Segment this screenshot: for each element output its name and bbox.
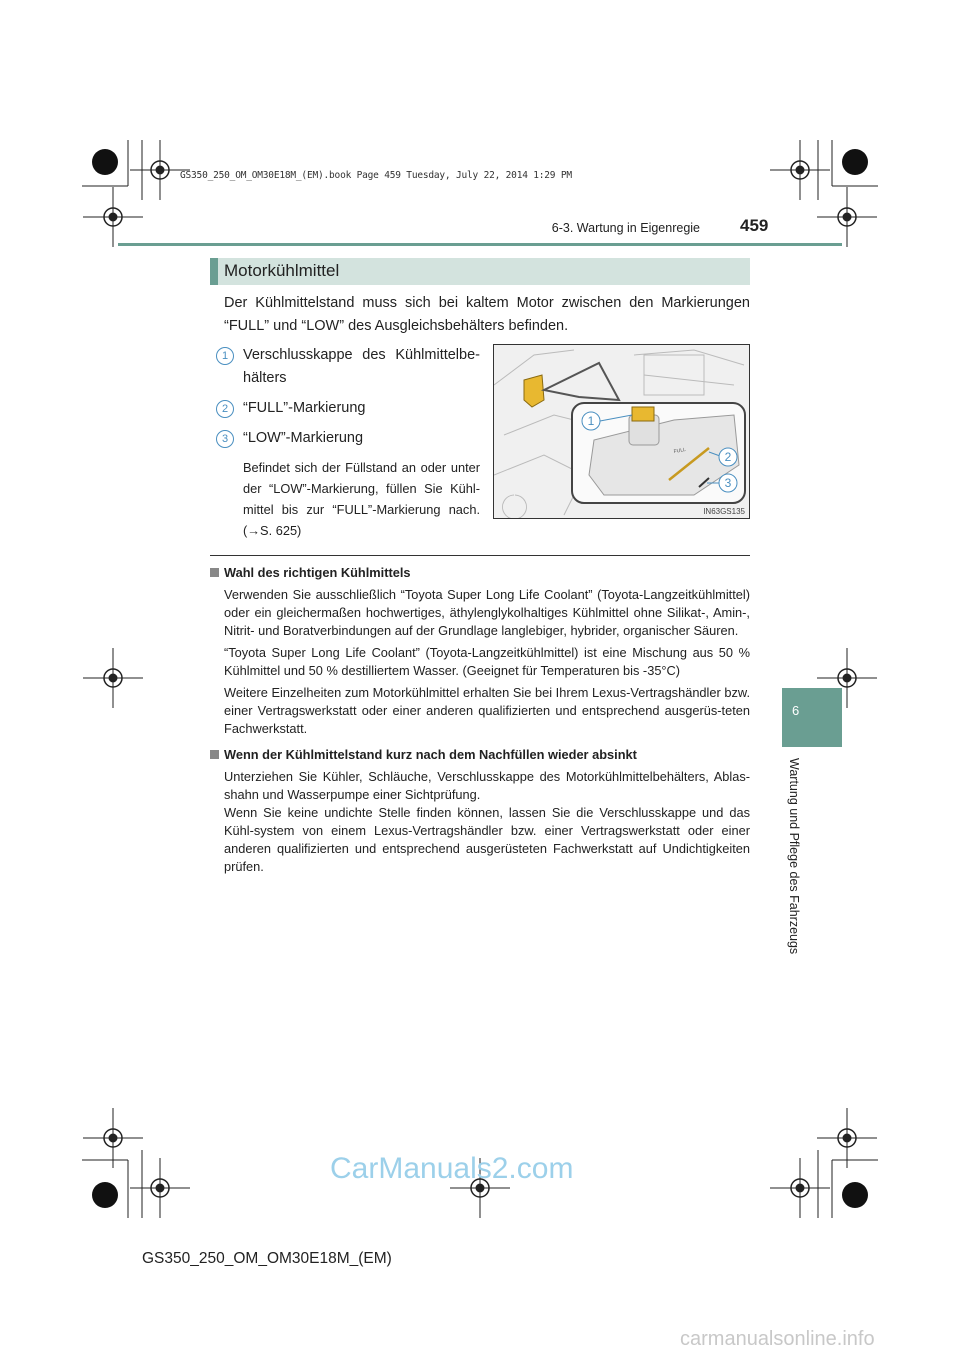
heading-text: Wahl des richtigen Kühlmittels bbox=[224, 565, 411, 580]
square-bullet-icon bbox=[210, 568, 219, 577]
figure-code: IN63GS135 bbox=[703, 507, 745, 516]
paragraph: Wenn Sie keine undichte Stelle finden können, lassen Sie die Verschlusskappe und das Kühl-system von einem Lexus-Vertragshändler bzw. einer Vertragswerkstatt oder einer anderen qualifizierten und entsprechend ausgerüsteten Fachwerkstatt auf Undichtigkeiten prüfen. bbox=[224, 805, 750, 874]
chapter-number: 6 bbox=[792, 703, 800, 718]
paragraph: Verwenden Sie ausschließlich “Toyota Super Long Life Coolant” (Toyota-Langzeitkühlmittel) oder ein gleichermaßen hochwertiges, äthylenglykolhaltiges Kühlmittel ohne Silikat-, Amin-, Nitrit- und Boratverbindungen auf der Grundlage langlebiger, hybrider, organischer Säuren. bbox=[224, 587, 750, 638]
print-header: GS350_250_OM_OM30E18M_(EM).book Page 459 Tuesday, July 22, 2014 1:29 PM bbox=[180, 170, 572, 181]
intro-text: Der Kühlmittelstand muss sich bei kaltem Motor zwischen den Markierungen “FULL” und “LOW” des Ausgleichsbehälters befinden. bbox=[224, 295, 750, 334]
paragraph: “Toyota Super Long Life Coolant” (Toyota-Langzeitkühlmittel) ist eine Mischung aus 50 % Kühlmittel und 50 % destilliertem Wasser. (Geeignet für Temperaturen bis -35°C) bbox=[224, 645, 750, 678]
footer-code: GS350_250_OM_OM30E18M_(EM) bbox=[142, 1250, 392, 1267]
callout-number: 2 bbox=[216, 400, 234, 418]
chapter-title: Wartung und Pflege des Fahrzeugs bbox=[787, 758, 801, 955]
watermark: CarManuals2.com bbox=[330, 1152, 574, 1185]
subsection-heading bbox=[210, 746, 750, 764]
item-label: “FULL”-Markierung bbox=[243, 400, 366, 416]
callout-3: 3 bbox=[724, 476, 732, 490]
item-list bbox=[210, 344, 480, 541]
list-item bbox=[210, 427, 480, 450]
callout-number: 3 bbox=[216, 430, 234, 448]
callout-number: 1 bbox=[216, 347, 234, 365]
divider bbox=[210, 555, 750, 556]
heading-text: Wenn der Kühlmittelstand kurz nach dem Nachfüllen wieder absinkt bbox=[224, 747, 637, 762]
full-mark-label: FULL bbox=[673, 446, 687, 455]
header-rule bbox=[118, 243, 842, 246]
section-title-bar bbox=[210, 258, 750, 285]
square-bullet-icon bbox=[210, 750, 219, 759]
coolant-reservoir-illustration bbox=[493, 344, 750, 519]
items-and-figure bbox=[210, 344, 750, 541]
section-title: Motorkühlmittel bbox=[224, 261, 340, 280]
chapter-tab[interactable] bbox=[782, 688, 842, 747]
paragraph: Weitere Einzelheiten zum Motorkühlmittel erhalten Sie bei Ihrem Lexus-Vertragshändler bzw. einer Vertragswerkstatt oder einer anderen qualifizierten und entsprechend ausgerüs-teten Fachwerkstatt. bbox=[224, 685, 750, 736]
list-item bbox=[210, 397, 480, 420]
callout-2: 2 bbox=[724, 450, 732, 464]
item-label: Verschlusskappe des Kühlmittelbe-hälters bbox=[243, 347, 480, 386]
callout-1: 1 bbox=[587, 414, 595, 428]
subsection-heading bbox=[210, 564, 750, 582]
engine-bay-drawing bbox=[494, 345, 749, 518]
note-text: Befindet sich der Füllstand an oder unter der “LOW”-Markierung, füllen Sie Kühl-mittel bis zur “FULL”-Markierung nach. (→S. 625) bbox=[243, 460, 480, 538]
page-number: 459 bbox=[740, 216, 769, 235]
running-header-section: 6-3. Wartung in Eigenregie bbox=[551, 221, 700, 235]
title-accent bbox=[210, 258, 218, 285]
item-label: “LOW”-Markierung bbox=[243, 430, 364, 446]
watermark-footer: carmanualsonline.info bbox=[680, 1328, 875, 1350]
paragraph: Unterziehen Sie Kühler, Schläuche, Verschlusskappe des Motorkühlmittelbehälters, Ablas-shahn und Wasserpumpe einer Sichtprüfung. bbox=[224, 769, 750, 802]
main-content bbox=[210, 292, 750, 880]
list-item bbox=[210, 344, 480, 390]
